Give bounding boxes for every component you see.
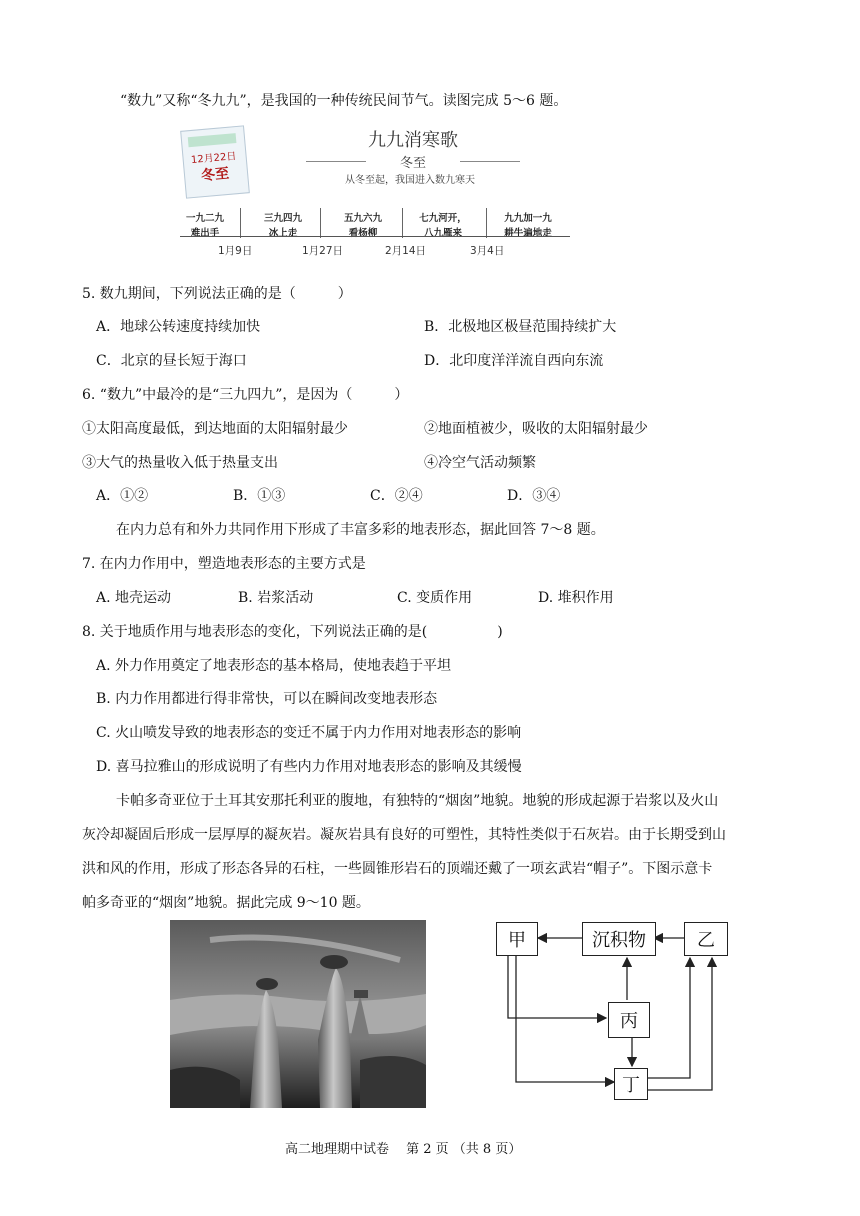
q5-option-d: D．北印度洋洋流自西向东流 — [424, 353, 604, 369]
verse-2: 三九四九 冰上走 — [263, 213, 302, 239]
q5-option-c: C．北京的昼长短于海口 — [96, 353, 247, 369]
date-label: 2月14日 — [385, 245, 427, 257]
q8-option-b: B. 内力作用都进行得非常快，可以在瞬间改变地表形态 — [96, 691, 438, 707]
intro-7-8: 在内力总有和外力共同作用下形成了丰富多彩的地表形态，据此回答 7～8 题。 — [116, 522, 605, 538]
timeline-tick — [320, 208, 321, 238]
timeline-tick — [402, 208, 403, 238]
q6-statement-2: ②地面植被少，吸收的太阳辐射最少 — [424, 421, 648, 437]
q8-option-d: D. 喜马拉雅山的形成说明了有些内力作用对地表形态的影响及其缓慢 — [96, 759, 522, 775]
q5-option-a: A．地球公转速度持续加快 — [96, 319, 261, 335]
passage-line-3: 洪和风的作用，形成了形态各异的石柱，一些圆锥形岩石的顶端还戴了一项玄武岩“帽子”。下图示意卡 — [82, 861, 713, 877]
timeline-tick — [486, 208, 487, 238]
rock-cycle-diagram — [490, 918, 740, 1104]
node-ding: 丁 — [614, 1068, 648, 1100]
q7-option-d: D. 堆积作用 — [538, 590, 614, 606]
calendar-date: 12月22日 — [190, 151, 237, 167]
calendar-label: 冬至 — [200, 165, 230, 185]
q6-option-a: A．①② — [96, 488, 149, 504]
calendar-bar — [188, 133, 237, 147]
fairy-chimney-photo — [170, 920, 426, 1108]
verse-3: 五九六九 看杨柳 — [343, 213, 382, 239]
q5-stem: 5. 数九期间，下列说法正确的是（ ） — [82, 286, 352, 302]
figure-note: 从冬至起，我国进入数九寒天 — [345, 175, 475, 186]
date-label: 1月27日 — [302, 245, 344, 257]
verse-5: 九九加一九 耕牛遍地走 — [504, 213, 552, 239]
passage-line-2: 灰冷却凝固后形成一层厚厚的凝灰岩。凝灰岩具有良好的可塑性，其特性类似于石灰岩。由于长期受到山 — [82, 827, 726, 843]
q7-option-b: B. 岩浆活动 — [238, 590, 314, 606]
calendar-card — [180, 125, 250, 198]
passage-line-1: 卡帕多奇亚位于土耳其安那托利亚的腹地，有独特的“烟囱”地貌。地貌的形成起源于岩浆以及火山 — [116, 793, 719, 809]
verse-1: 一九二九 难出手 — [185, 213, 224, 239]
timeline-tick — [240, 208, 241, 238]
verse-4: 七九河开， 八九雁来 — [419, 213, 467, 239]
passage-line-4: 帕多奇亚的“烟囱”地貌。据此完成 9～10 题。 — [82, 895, 370, 911]
q7-option-c: C. 变质作用 — [397, 590, 473, 606]
q6-option-c: C．②④ — [370, 488, 423, 504]
page-footer: 高二地理期中试卷 第 2 页 （共 8 页） — [285, 1142, 522, 1157]
figure-subtitle: 冬至 — [298, 152, 528, 171]
jiujiu-figure — [180, 116, 580, 262]
date-label: 3月4日 — [470, 245, 505, 257]
q7-option-a: A. 地壳运动 — [96, 590, 172, 606]
q8-stem: 8. 关于地质作用与地表形态的变化，下列说法正确的是( ) — [82, 624, 503, 640]
q6-stem: 6. “数九”中最冷的是“三九四九”，是因为（ ） — [82, 387, 409, 403]
node-sediment: 沉积物 — [582, 922, 656, 956]
q6-statement-1: ①太阳高度最低，到达地面的太阳辐射最少 — [82, 421, 348, 437]
date-label: 1月9日 — [218, 245, 253, 257]
intro-5-6: “数九”又称“冬九九”，是我国的一种传统民间节气。读图完成 5～6 题。 — [120, 93, 568, 109]
q8-option-c: C. 火山喷发导致的地表形态的变迁不属于内力作用对地表形态的影响 — [96, 725, 522, 741]
q8-option-a: A. 外力作用奠定了地表形态的基本格局，使地表趋于平坦 — [96, 658, 452, 674]
q6-option-d: D．③④ — [507, 488, 561, 504]
q5-option-b: B．北极地区极昼范围持续扩大 — [424, 319, 617, 335]
node-jia: 甲 — [496, 922, 538, 956]
timeline-line — [180, 236, 570, 237]
figure-title: 九九消寒歌 — [368, 130, 458, 151]
q6-statement-4: ④冷空气活动频繁 — [424, 455, 536, 471]
q6-option-b: B．①③ — [233, 488, 286, 504]
node-yi: 乙 — [684, 922, 728, 956]
node-bing: 丙 — [608, 1002, 650, 1038]
q6-statement-3: ③大气的热量收入低于热量支出 — [82, 455, 278, 471]
q7-stem: 7. 在内力作用中，塑造地表形态的主要方式是 — [82, 556, 366, 572]
